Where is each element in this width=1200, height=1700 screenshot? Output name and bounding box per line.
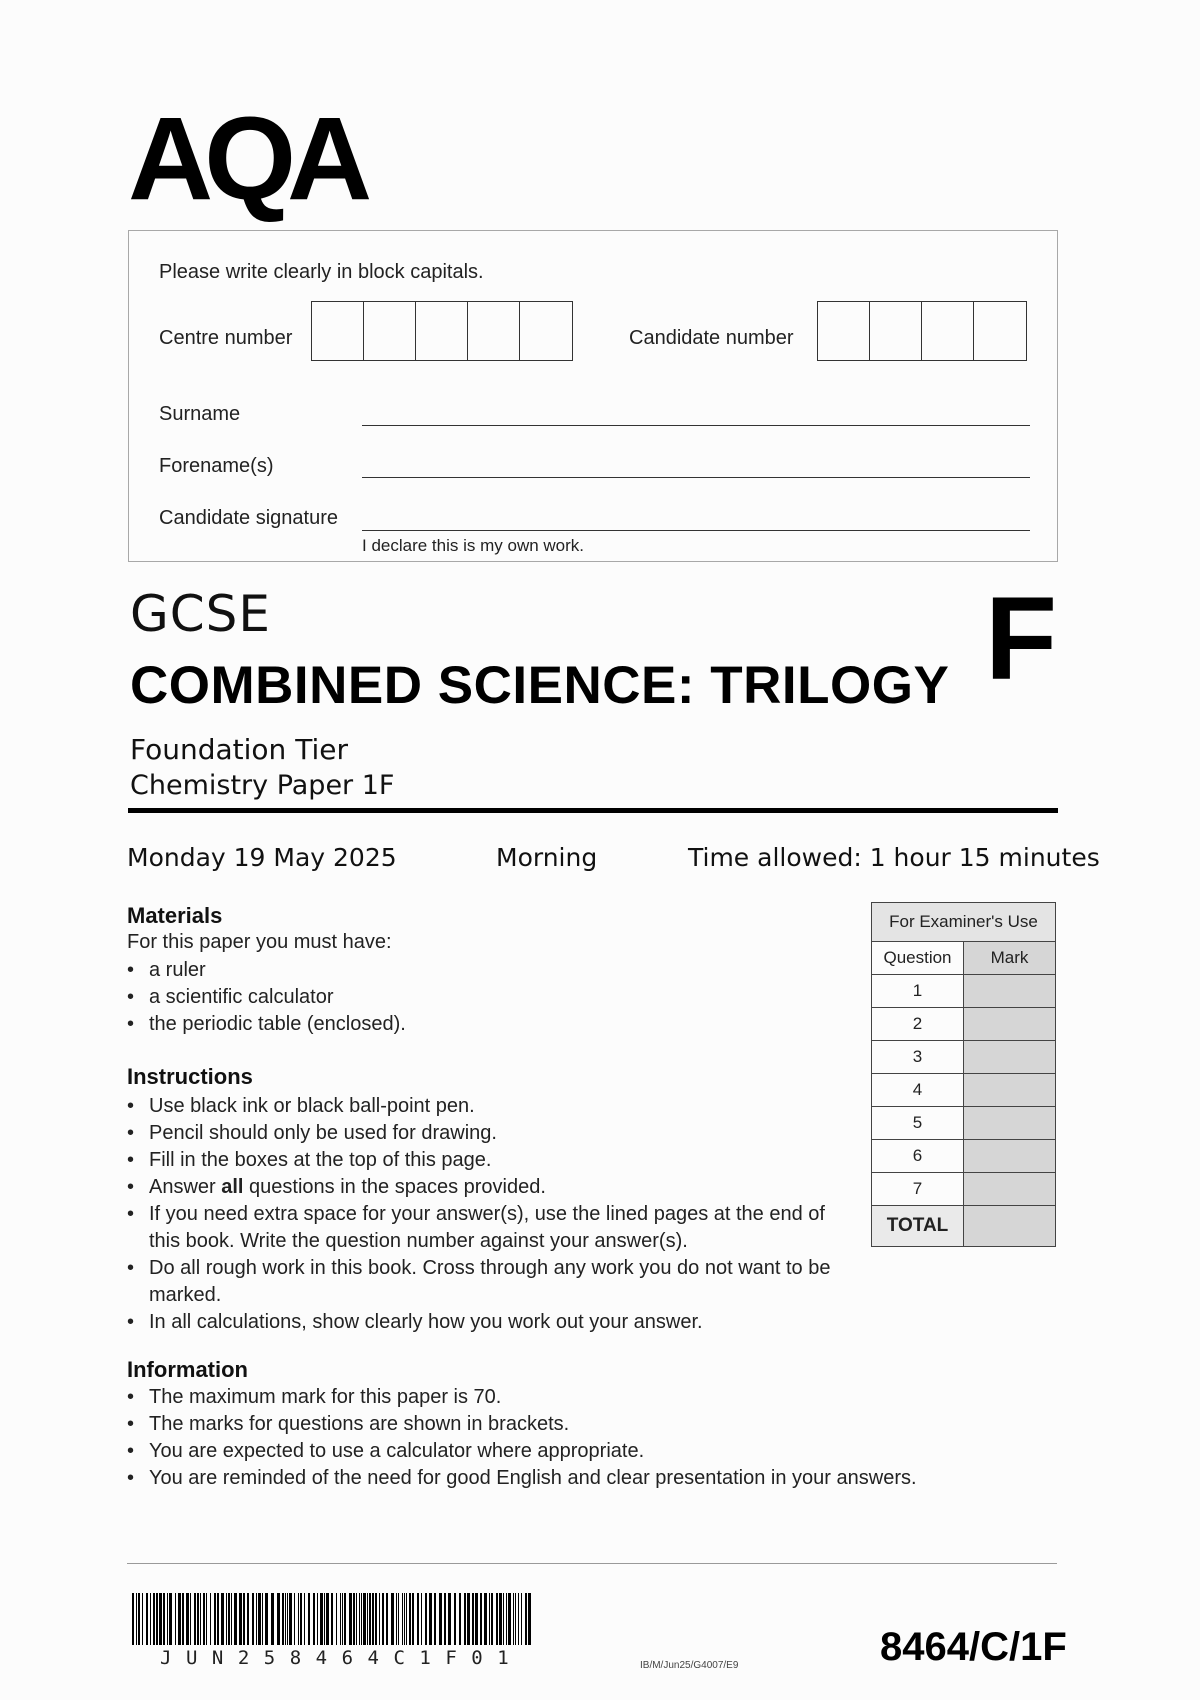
barcode-bar [142,1593,143,1645]
list-item: • If you need extra space for your answer(s), use the lined pages at the end of this book. Write the question number against your answer(s). [127,1201,847,1255]
list-item: • a ruler [127,957,847,984]
footer-divider [127,1563,1057,1564]
paper-code: 8464/C/1F [880,1625,1067,1669]
barcode-bar [175,1593,176,1645]
barcode [132,1593,536,1645]
barcode-bar [480,1593,482,1645]
forenames-label: Forename(s) [159,455,274,477]
barcode-bar [369,1593,371,1645]
list-item: • Use black ink or black ball-point pen. [127,1093,847,1120]
barcode-bar [298,1593,299,1645]
barcode-bar [489,1593,490,1645]
barcode-bar [491,1593,493,1645]
barcode-bar [386,1593,388,1645]
barcode-bar [508,1593,511,1645]
barcode-bar [214,1593,216,1645]
candidate-details-box [128,230,1058,562]
barcode-bar [503,1593,504,1645]
barcode-bar [182,1593,184,1645]
instructions-heading: Instructions [127,1064,253,1089]
title-divider [128,808,1058,813]
question-column-header: Question [872,942,964,975]
mark-cell[interactable] [964,1107,1056,1140]
barcode-bar [496,1593,498,1645]
list-item: • a scientific calculator [127,984,847,1011]
tier-name: Foundation Tier [130,733,348,766]
barcode-bar [467,1593,470,1645]
barcode-bar [382,1593,384,1645]
list-item: • You are expected to use a calculator where appropriate. [127,1438,1007,1465]
barcode-bar [375,1593,377,1645]
barcode-bar [409,1593,411,1645]
barcode-bar [226,1593,227,1645]
barcode-bar [391,1593,394,1645]
barcode-bar [217,1593,219,1645]
barcode-bar [221,1593,224,1645]
centre-digit-box[interactable] [416,302,468,360]
barcode-bar [210,1593,211,1645]
time-allowed: Time allowed: 1 hour 15 minutes [688,843,1100,872]
barcode-bar [156,1593,158,1645]
question-number: 1 [872,975,964,1008]
barcode-bar [203,1593,205,1645]
barcode-bar [353,1593,355,1645]
barcode-bar [197,1593,199,1645]
barcode-bar [194,1593,196,1645]
candidate-number-label: Candidate number [629,327,794,349]
materials-intro: For this paper you must have: [127,931,392,953]
list-item: • Do all rough work in this book. Cross through any work you do not want to be marked. [127,1255,847,1309]
surname-label: Surname [159,403,241,425]
barcode-bar [252,1593,254,1645]
centre-digit-box[interactable] [312,302,364,360]
barcode-bar [464,1593,466,1645]
tier-letter: F [985,573,1058,705]
barcode-bar [404,1593,405,1645]
centre-number-label: Centre number [159,327,293,349]
mark-cell[interactable] [964,1140,1056,1173]
barcode-bar [169,1593,172,1645]
barcode-bar [150,1593,151,1645]
exam-date: Monday 19 May 2025 [127,843,397,872]
instructions-list [127,1093,847,1336]
barcode-bar [525,1593,527,1645]
list-item: • Fill in the boxes at the top of this page. [127,1147,847,1174]
barcode-bar [271,1593,274,1645]
mark-cell[interactable] [964,1173,1056,1206]
barcode-bar [190,1593,191,1645]
paper-name: Chemistry Paper 1F [130,770,395,801]
exam-session: Morning [496,843,598,872]
barcode-bar [518,1593,519,1645]
barcode-bar [331,1593,333,1645]
barcode-bar [320,1593,323,1645]
barcode-bar [429,1593,432,1645]
total-label: TOTAL [872,1206,964,1247]
list-item: • Answer all questions in the spaces provided. [127,1174,847,1201]
barcode-bar [231,1593,232,1645]
barcode-bar [372,1593,374,1645]
question-number: 6 [872,1140,964,1173]
aqa-logo: AQA [128,93,364,225]
barcode-bar [396,1593,397,1645]
barcode-bar [344,1593,346,1645]
barcode-bar [287,1593,288,1645]
barcode-bar [167,1593,168,1645]
total-mark-cell[interactable] [964,1206,1056,1247]
barcode-bar [356,1593,357,1645]
barcode-bar [499,1593,502,1645]
barcode-bar [425,1593,427,1645]
candidate-digit-box[interactable] [818,302,870,360]
barcode-bar [256,1593,257,1645]
centre-digit-box[interactable] [520,302,572,360]
candidate-digit-box[interactable] [974,302,1026,360]
list-item: • The maximum mark for this paper is 70. [127,1384,1007,1411]
barcode-bar [521,1593,522,1645]
block-capitals-instruction: Please write clearly in block capitals. [159,261,484,283]
barcode-bar [326,1593,329,1645]
centre-number-boxes[interactable] [311,301,573,361]
barcode-bar [265,1593,268,1645]
centre-digit-box[interactable] [468,302,520,360]
mark-cell[interactable] [964,1074,1056,1107]
barcode-bar [398,1593,399,1645]
barcode-bar [282,1593,284,1645]
barcode-bar [200,1593,201,1645]
barcode-bar [228,1593,230,1645]
centre-digit-box[interactable] [364,302,416,360]
subject-title: COMBINED SCIENCE: TRILOGY [130,656,950,715]
signature-label: Candidate signature [159,507,339,529]
barcode-bar [317,1593,318,1645]
barcode-bar [186,1593,189,1645]
barcode-bar [515,1593,516,1645]
list-item: • the periodic table (enclosed). [127,1011,847,1038]
barcode-bar [402,1593,403,1645]
barcode-bar [163,1593,165,1645]
barcode-bar [459,1593,461,1645]
mark-cell[interactable] [964,1041,1056,1074]
barcode-bar [234,1593,237,1645]
candidate-digit-box[interactable] [870,302,922,360]
barcode-bar [349,1593,352,1645]
information-heading: Information [127,1357,248,1382]
barcode-bar [513,1593,514,1645]
barcode-bar [340,1593,341,1645]
barcode-bar [406,1593,407,1645]
mark-cell[interactable] [964,1008,1056,1041]
barcode-text: JUN258464C1F01 [160,1647,524,1669]
examiner-table-title: For Examiner's Use [872,903,1056,942]
barcode-bar [138,1593,140,1645]
mark-column-header: Mark [964,942,1056,975]
list-item: • The marks for questions are shown in brackets. [127,1411,1007,1438]
barcode-bar [412,1593,414,1645]
barcode-bar [336,1593,337,1645]
barcode-bar [146,1593,148,1645]
barcode-bar [361,1593,362,1645]
barcode-bar [434,1593,436,1645]
materials-list [127,957,847,1038]
mark-cell[interactable] [964,975,1056,1008]
barcode-bar [472,1593,474,1645]
barcode-bar [421,1593,422,1645]
information-list [127,1384,1007,1492]
barcode-bar [363,1593,366,1645]
question-number: 7 [872,1173,964,1206]
examiner-use-table [871,902,1056,1247]
barcode-bar [277,1593,280,1645]
barcode-bar [243,1593,245,1645]
list-item: • Pencil should only be used for drawing. [127,1120,847,1147]
barcode-bar [132,1593,134,1645]
barcode-bar [308,1593,310,1645]
barcode-bar [300,1593,302,1645]
barcode-bar [475,1593,478,1645]
barcode-bar [379,1593,380,1645]
barcode-bar [342,1593,343,1645]
barcode-bar [159,1593,162,1645]
barcode-bar [484,1593,487,1645]
barcode-bar [258,1593,261,1645]
barcode-bar [448,1593,451,1645]
barcode-bar [528,1593,531,1645]
barcode-bar [247,1593,249,1645]
question-number: 5 [872,1107,964,1140]
question-number: 4 [872,1074,964,1107]
qualification-title: GCSE [130,585,271,643]
barcode-bar [178,1593,181,1645]
question-number: 2 [872,1008,964,1041]
barcode-bar [444,1593,446,1645]
barcode-bar [359,1593,360,1645]
candidate-digit-box[interactable] [922,302,974,360]
barcode-bar [262,1593,263,1645]
list-item: • You are reminded of the need for good English and clear presentation in your answers. [127,1465,1007,1492]
list-item: • In all calculations, show clearly how you work out your answer. [127,1309,847,1336]
surname-line[interactable] [362,425,1030,426]
barcode-bar [506,1593,507,1645]
own-work-declaration: I declare this is my own work. [362,536,585,555]
barcode-bar [454,1593,456,1645]
barcode-bar [206,1593,207,1645]
barcode-bar [136,1593,137,1645]
barcode-bar [289,1593,292,1645]
barcode-bar [313,1593,315,1645]
barcode-bar [439,1593,442,1645]
barcode-bar [294,1593,295,1645]
question-number: 3 [872,1041,964,1074]
candidate-number-boxes[interactable] [817,301,1027,361]
barcode-bar [417,1593,419,1645]
print-reference: IB/M/Jun25/G4007/E9 [640,1660,739,1671]
forenames-line[interactable] [362,477,1030,478]
barcode-bar [285,1593,286,1645]
materials-heading: Materials [127,903,223,928]
barcode-bar [304,1593,305,1645]
signature-line[interactable] [362,530,1030,531]
barcode-bar [324,1593,325,1645]
barcode-bar [239,1593,242,1645]
barcode-bar [367,1593,368,1645]
barcode-bar [153,1593,155,1645]
